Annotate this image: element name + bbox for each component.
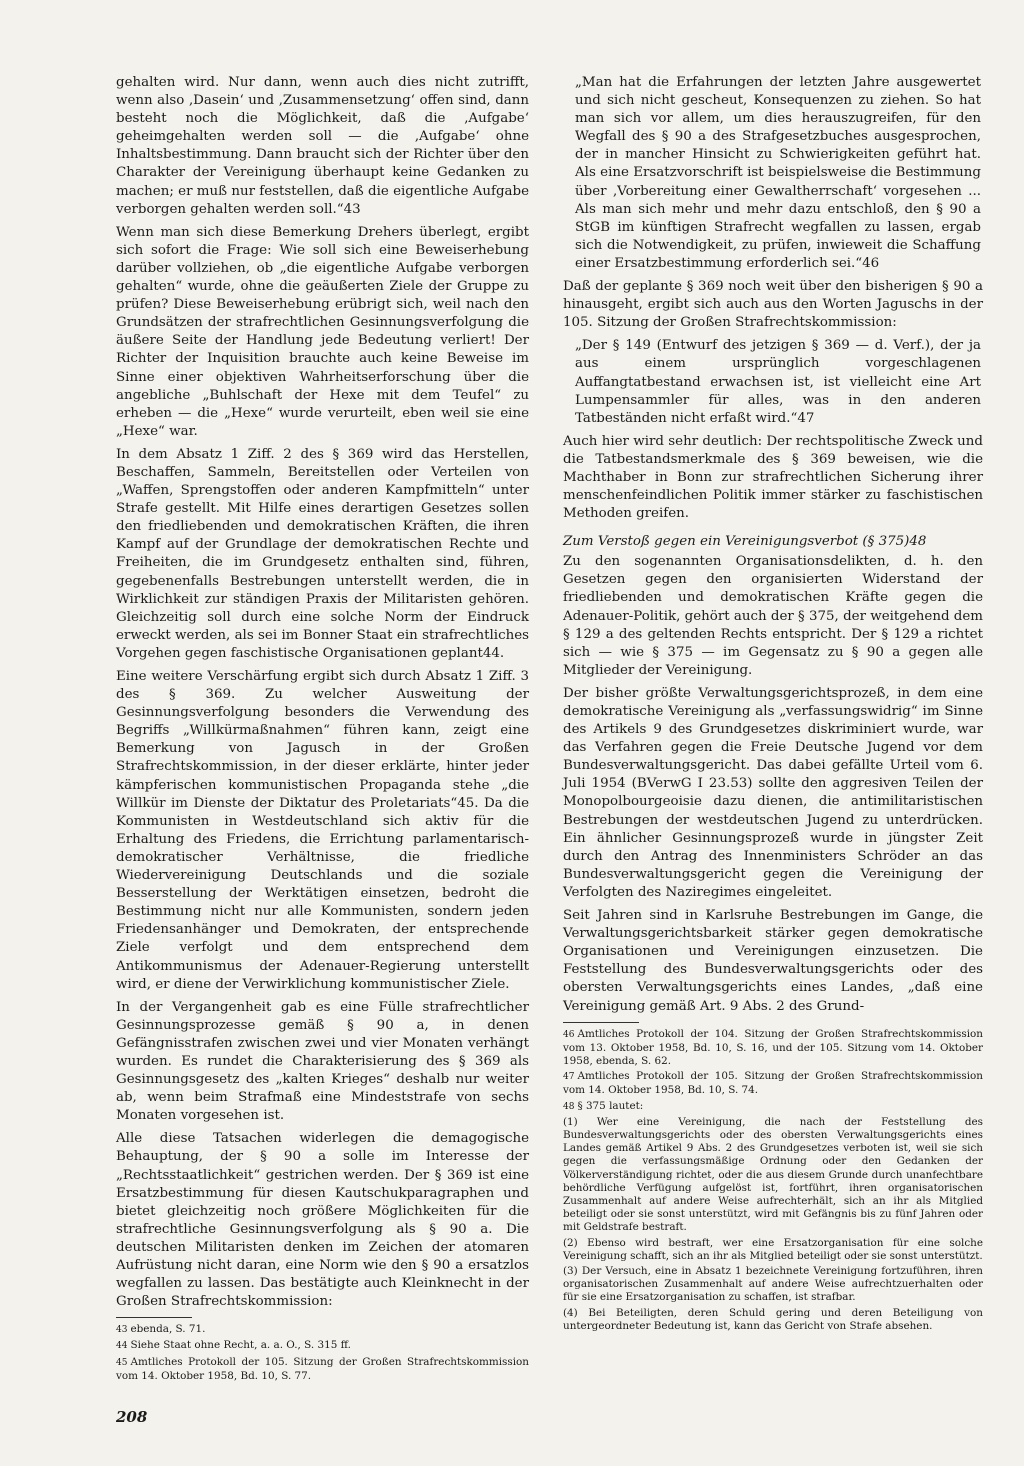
footnote	[116, 1356, 529, 1383]
left-column	[116, 74, 529, 1385]
section-heading: Zum Verstoß gegen ein Vereinigungsverbot (§ 375)48	[563, 534, 927, 550]
law-paragraph: (2) Ebenso wird bestraft, wer eine Ersatzorganisation für eine solche Vereinigung schafft, sich an ihr als Mitglied beteiligt oder sie sonst unterstützt.	[563, 1236, 983, 1262]
footnote-text: Siehe Staat ohne Recht, a. a. O., S. 315 ff.	[130, 1339, 351, 1352]
paragraph: Auch hier wird sehr deutlich: Der rechtspolitische Zweck und die Tatbestandsmerkmale des § 369 beweisen, wie die Machthaber in Bonn zur strafrechtlichen Sicherung ihrer menschenfeindlichen Politik immer stärker zu faschistischen Methoden greifen.	[563, 433, 983, 522]
paragraph: In dem Absatz 1 Ziff. 2 des § 369 wird das Herstellen, Beschaffen, Sammeln, Bereitstellen oder Verteilen von „Waffen, Sprengstoffen oder anderen Kampfmitteln“ unter Strafe gestellt. Mit Hilfe eines derartigen Gesetzes sollen den friedliebenden und demokratischen Kräften, die ihren Kampf auf der Grundlage der demokratischen Rechte und Freiheiten, die im Grundgesetz enthalten sind, führen, gegebenenfalls Bestrebungen unterstellt werden, die in Wirklichkeit zur ständigen Praxis der Militaristen gehören. Gleichzeitig soll durch eine solche Norm der Eindruck erweckt werden, als sei im Bonner Staat ein strafrechtliches Vorgehen gegen faschistische Organisationen geplant44.	[116, 446, 529, 661]
block-quote: „Der § 149 (Entwurf des jetzigen § 369 — d. Verf.), der ja aus einem ursprünglich vorgeschlagenen Auffangtatbestand erwachsen ist, ist vielleicht eine Art Lumpensammler für alles, was in den anderen Tatbeständen nicht erfaßt wird.“47	[575, 338, 981, 426]
footnote-number: 47	[563, 1072, 575, 1083]
footnote-text: Amtliches Protokoll der 105. Sitzung der Großen Strafrechtskommission vom 14. Oktober 1958, Bd. 10, S. 74.	[563, 1070, 983, 1097]
paragraph: gehalten wird. Nur dann, wenn auch dies nicht zutrifft, wenn also ‚Dasein‘ und ‚Zusammensetzung‘ offen sind, dann besteht noch die Möglichkeit, daß die ‚Aufgabe‘ geheimgehalten werden soll — die ‚Aufgabe‘ ohne Inhaltsbestimmung. Dann braucht sich der Richter über den Charakter der Vereinigung überhaupt keine Gedanken zu machen; er muß nur feststellen, daß die eigentliche Aufgabe verborgen gehalten werden soll.“43	[116, 75, 529, 217]
footnote-number: 44	[116, 1341, 128, 1352]
footnote	[563, 1028, 983, 1069]
footnote-text: Amtliches Protokoll der 104. Sitzung der Großen Strafrechtskommission vom 13. Oktober 1958, Bd. 10, S. 16, und der 105. Sitzung vom 14. Oktober 1958, ebenda, S. 62.	[563, 1027, 983, 1067]
footnote	[116, 1323, 529, 1337]
paragraph: In der Vergangenheit gab es eine Fülle strafrechtlicher Gesinnungsprozesse gemäß § 90 a, in denen Gefängnisstrafen zwischen zwei und vier Monaten verhängt wurden. Es rundet die Charakterisierung des § 369 als Gesinnungsgesetz des „kalten Krieges“ deshalb nur weiter ab, wenn beim Strafmaß eine Mindeststrafe von sechs Monaten vorgesehen ist.	[116, 999, 529, 1124]
footnote-number: 45	[116, 1357, 128, 1368]
paragraph: Eine weitere Verschärfung ergibt sich durch Absatz 1 Ziff. 3 des § 369. Zu welcher Ausweitung der Gesinnungsverfolgung besonders die Verwendung des Begriffs „Willkürmaßnahmen“ führen kann, zeigt eine Bemerkung von Jagusch in der Großen Strafrechtskommission, in der dieser erklärte, hinter jeder kämpferischen kommunistischen Propaganda stehe „die Willkür im Dienste der Diktatur des Proletariats“45. Da die Kommunisten in Westdeutschland sich aktiv für die Erhaltung des Friedens, die Errichtung parlamentarisch-demokratischer Verhältnisse, die friedliche Wiedervereinigung Deutschlands und die soziale Besserstellung der Werktätigen einsetzen, bedroht die Bestimmung nicht nur alle Kommunisten, sondern jeden Friedensanhänger und Demokraten, der entsprechende Ziele verfolgt und dem entsprechend dem Antikommunismus der Adenauer-Regierung unterstellt wird, er diene der Verwirklichung kommunistischer Ziele.	[116, 669, 529, 992]
footnote-number: 48	[563, 1101, 575, 1112]
law-paragraph: (4) Bei Beteiligten, deren Schuld gering und deren Beteiligung von untergeordneter Bedeutung ist, kann das Gericht von Strafe absehen.	[563, 1306, 983, 1332]
paragraph: Der bisher größte Verwaltungsgerichtsprozeß, in dem eine demokratische Vereinigung als „verfassungswidrig“ im Sinne des Artikels 9 des Grundgesetzes diskriminiert wurde, war das Verfahren gegen die Freie Deutsche Jugend vor dem Bundesverwaltungsgericht. Das dabei gefällte Urteil vom 6. Juli 1954 (BVerwG I 23.53) sollte den aggresiven Teilen der Monopolbourgeoisie dazu dienen, die antimilitaristischen Bestrebungen der westdeutschen Jugend zu unterdrücken. Ein ähnlicher Gesinnungsprozeß wurde in jüngster Zeit durch den Antrag des Innenministers Schröder an das Bundesverwaltungsgericht gegen die Vereinigung der Verfolgten des Naziregimes eingeleitet.	[563, 685, 983, 900]
law-paragraph: (3) Der Versuch, eine in Absatz 1 bezeichnete Vereinigung fortzuführen, ihren organisatorischen Zusammenhalt auf andere Weise aufrechtzuerhalten oder für sie eine Ersatzorganisation zu schaffen, ist strafbar.	[563, 1265, 983, 1304]
footnote	[116, 1339, 529, 1353]
law-paragraph: (1) Wer eine Vereinigung, die nach der Feststellung des Bundesverwaltungsgerichts oder des obersten Verwaltungsgerichts eines Landes gemäß Artikel 9 Abs. 2 des Grundgesetzes verboten ist, weil sie sich gegen die verfassungsmäßige Ordnung oder den Gedanken der Völkerverständigung richtet, oder die aus diesem Grunde durch unanfechtbare behördliche Verfügung aufgelöst ist, fortführt, ihren organisatorischen Zusammenhalt auf andere Weise aufrechterhält, sich an ihr als Mitglied beteiligt oder sie sonst unterstützt, wird mit Gefängnis bis zu fünf Jahren oder mit Geldstrafe bestraft.	[563, 1115, 983, 1234]
paragraph: Daß der geplante § 369 noch weit über den bisherigen § 90 a hinausgeht, ergibt sich auch aus den Worten Jaguschs in der 105. Sitzung der Großen Strafrechtskommission:	[563, 279, 983, 331]
page-number: 208	[116, 1408, 148, 1426]
footnote-divider	[116, 1317, 192, 1318]
paragraph: Alle diese Tatsachen widerlegen die demagogische Behauptung, der § 90 a solle im Interesse der „Rechtsstaatlichkeit“ gestrichen werden. Der § 369 ist eine Ersatzbestimmung für diesen Kautschukparagraphen und bietet gleichzeitig noch größere Möglichkeiten für die strafrechtliche Gesinnungsverfolgung als § 90 a. Die deutschen Militaristen denken im Zeichen der atomaren Aufrüstung nicht daran, eine Norm wie den § 90 a ersatzlos wegfallen zu lassen. Das bestätigte auch Kleinknecht in der Großen Strafrechtskommission:	[116, 1131, 529, 1310]
block-quote: „Man hat die Erfahrungen der letzten Jahre ausgewertet und sich nicht gescheut, Konsequenzen zu ziehen. So hat man sich vor allem, um dies herauszugreifen, für den Wegfall des § 90 a des Strafgesetzbuches ausgesprochen, der in mancher Hinsicht zu Schwierigkeiten geführt hat. Als eine Ersatzvorschrift ist beispielsweise die Bestimmung über ‚Vorbereitung einer Gewaltherrschaft‘ vorgesehen ... Als man sich mehr und mehr dazu entschloß, den § 90 a StGB im künftigen Strafrecht wegfallen zu lassen, ergab sich die Notwendigkeit, zu prüfen, inwieweit die Schaffung einer Ersatzbestimmung erforderlich sei.“46	[575, 75, 981, 271]
paragraph: Seit Jahren sind in Karlsruhe Bestrebungen im Gange, die Verwaltungsgerichtsbarkeit stärker gegen demokratische Organisationen und Vereinigungen einzusetzen. Die Feststellung des Bundesverwaltungsgerichts oder des obersten Verwaltungsgerichts eines Landes, „daß eine Vereinigung gemäß Art. 9 Abs. 2 des Grund-	[563, 908, 983, 1014]
footnote-text: § 375 lautet:	[577, 1099, 644, 1112]
footnote-text: Amtliches Protokoll der 105. Sitzung der Großen Strafrechtskommission vom 14. Oktober 1958, Bd. 10, S. 77.	[116, 1355, 529, 1382]
footnote-number: 46	[563, 1029, 575, 1040]
paragraph: Zu den sogenannten Organisationsdelikten, d. h. den Gesetzen gegen den organisierten Widerstand der friedliebenden und demokratischen Kräfte gegen die Adenauer-Politik, gehört auch der § 375, der weitgehend dem § 129 a des geltenden Rechts entspricht. Der § 129 a richtet sich — wie § 375 — im Gegensatz zu § 90 a gegen alle Mitglieder der Vereinigung.	[563, 554, 983, 678]
right-column	[563, 74, 983, 1335]
footnote-number: 43	[116, 1325, 128, 1336]
footnote	[563, 1100, 983, 1114]
footnote-text: ebenda, S. 71.	[130, 1323, 206, 1336]
footnote	[563, 1070, 983, 1097]
footnote-divider	[563, 1022, 639, 1023]
paragraph: Wenn man sich diese Bemerkung Drehers überlegt, ergibt sich sofort die Frage: Wie soll sich eine Beweiserhebung darüber vollziehen, ob „die eigentliche Aufgabe verborgen gehalten“ wurde, ohne die geäußerten Ziele der Gruppe zu prüfen? Diese Beweiserhebung erübrigt sich, weil nach den Grundsätzen der strafrechtlichen Gesinnungsverfolgung die äußere Seite der Handlung jede Bedeutung verliert! Der Richter der Inquisition brauchte auch keine Beweise im Sinne einer objektiven Wahrheitserforschung über die angebliche „Buhlschaft der Hexe mit dem Teufel“ zu erheben — die „Hexe“ wurde verurteilt, eben weil sie eine „Hexe“ war.	[116, 224, 529, 439]
